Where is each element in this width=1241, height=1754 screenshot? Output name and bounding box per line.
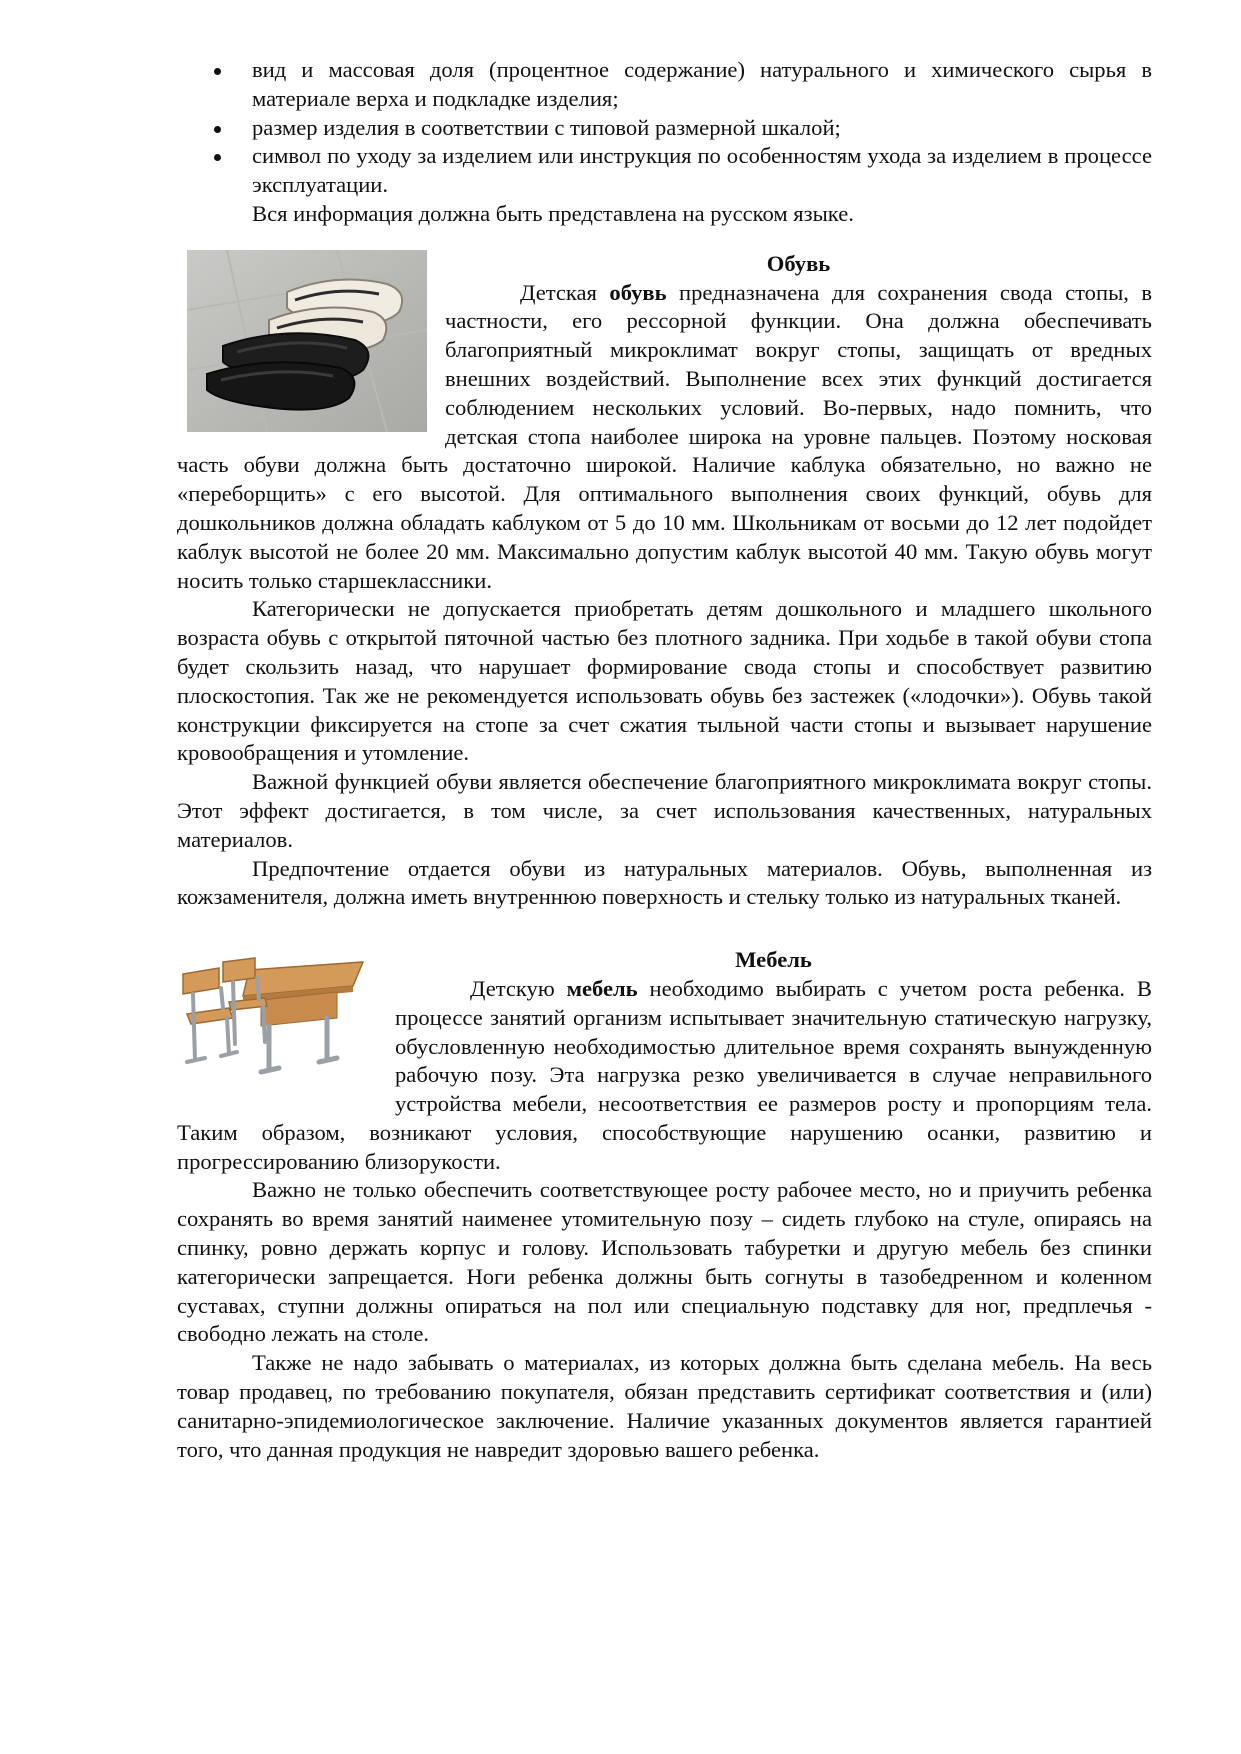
shoes-paragraph: Категорически не допускается приобретать детям дошкольного и младшего школьного возраста обувь с открытой пяточной частью без плотного задника. При ходьбе в такой обуви стопа будет скользить назад, что нарушает формирование свода стопы и способствует развитию плоскостопия. Так же не рекомендуется использовать обувь без застежек («лодочки»). Обувь такой конструкции фиксируется на стопе за счет сжатия тыльной части стопы и вызывает нарушение кровообращения и утомление.	[177, 596, 1152, 766]
shoes-paragraph: Важной функцией обуви является обеспечение благоприятного микроклимата вокруг стопы. Этот эффект достигается, в том числе, за счет использования качественных, натуральных материалов.	[177, 769, 1152, 852]
bullet-icon	[214, 68, 221, 75]
furniture-heading: Мебель	[735, 947, 812, 973]
shoes-photo	[187, 250, 427, 432]
bullet-icon	[214, 126, 221, 133]
furniture-paragraph: Важно не только обеспечить соответствующее росту рабочее место, но и приучить ребенка сохранять во время занятий наименее утомительную позу – сидеть глубоко на стуле, опираясь на спинку, ровно держать корпус и голову. Использовать табуретки и другую мебель без спинки категорически запрещается. Ноги ребенка должны быть согнуты в тазобедренном и коленном суставах, ступни должны опираться на пол или специальную подставку для ног, предплечья - свободно лежать на столе.	[177, 1177, 1152, 1347]
language-note: Вся информация должна быть представлена на русском языке.	[252, 200, 854, 226]
furniture-paragraph: Также не надо забывать о материалах, из которых должна быть сделана мебель. На весь товар продавец, по требованию покупателя, обязан представить сертификат соответствия и (или) санитарно-эпидемиологическое заключение. Наличие указанных документов является гарантией того, что данная продукция не навредит здоровью вашего ребенка.	[177, 1350, 1152, 1462]
list-item: размер изделия в соответствии с типовой размерной шкалой;	[177, 114, 1152, 143]
shoes-image	[187, 250, 427, 432]
desk-photo	[177, 948, 367, 1086]
furniture-section	[177, 946, 1152, 1464]
shoes-paragraph: Детская обувь предназначена для сохранения свода стопы, в частности, его рессорной функции. Она должна обеспечивать благоприятный микроклимат вокруг стопы, защищать от вредных внешних воздействий. Выполнение всех этих функций достигается соблюдением нескольких условий. Во-первых, надо помнить, что детская стопа наиболее широка на уровне пальцев. Поэтому носковая часть обуви должна быть достаточно широкой. Наличие каблука обязательно, но важно не «переборщить» с его высотой. Для оптимального выполнения своих функций, обувь для дошкольников должна обладать каблуком от 5 до 10 мм. Школьникам от восьми до 12 лет подойдет каблук высотой не более 20 мм. Максимально допустим каблук высотой 40 мм. Такую обувь могут носить только старшеклассники.	[177, 279, 1152, 593]
school-desk-image	[177, 948, 367, 1086]
list-item: вид и массовая доля (процентное содержание) натурального и химического сырья в материале верха и подкладке изделия;	[177, 56, 1152, 114]
shoes-section	[177, 250, 1152, 912]
furniture-paragraph: Детскую мебель необходимо выбирать с учетом роста ребенка. В процессе занятий организм испытывает значительную статическую нагрузку, обусловленную необходимостью длительное время сохранять вынужденную рабочую позу. Эта нагрузка резко увеличивается в случае неправильного устройства мебели, несоответствия ее размеров росту и пропорциям тела. Таким образом, возникают условия, способствующие нарушению осанки, развитию и прогрессированию близорукости.	[177, 975, 1152, 1174]
bullet-icon	[214, 154, 221, 161]
shoes-paragraph: Предпочтение отдается обуви из натуральных материалов. Обувь, выполненная из кожзаменителя, должна иметь внутреннюю поверхность и стельку только из натуральных тканей.	[177, 855, 1152, 910]
document-page	[177, 56, 1152, 1464]
requirements-list	[177, 56, 1152, 200]
shoes-heading: Обувь	[766, 250, 831, 276]
list-item: символ по уходу за изделием или инструкция по особенностям ухода за изделием в процессе эксплуатации.	[177, 142, 1152, 200]
